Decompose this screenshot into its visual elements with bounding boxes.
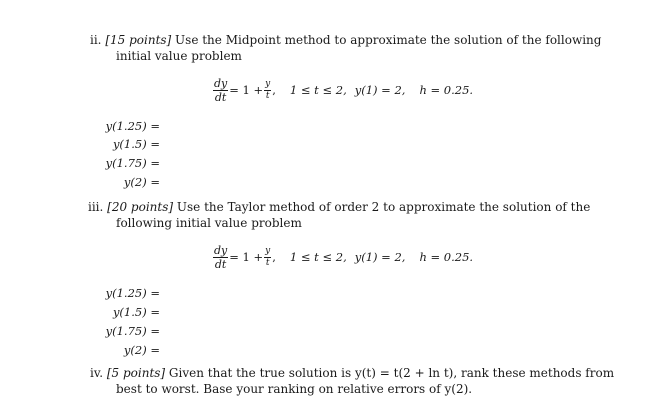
part-iii-line-1 <box>88 200 590 214</box>
part-iv-line-2: best to worst. Base your ranking on relative errors of y(2). <box>116 382 473 396</box>
part-iii-points: [20 points] <box>107 200 174 214</box>
part-ii-text-1: Use the Midpoint method to approximate the solution of the following <box>171 33 602 47</box>
part-ii-points: [15 points] <box>105 33 172 47</box>
dy-dt-fraction: $\frac{dy}{dt}$ <box>214 76 228 104</box>
part-ii-line-2: initial value problem <box>116 49 242 63</box>
part-ii-line-1 <box>90 33 601 47</box>
part-iii-line-2: following initial value problem <box>116 216 302 230</box>
part-ii-label: ii. <box>90 33 102 47</box>
answer-iii-y125: y(1.25) = <box>105 286 160 300</box>
answer-iii-y15: y(1.5) = <box>112 305 160 319</box>
part-iv-text-1: Given that the true solution is y(t) = t(2 + ln t), rank these methods from <box>165 366 615 380</box>
ivp-equation-iii: $\frac{dy}{dt}$ = 1 + $\frac{y}{t}$ , 1 ≤ t ≤ 2, y(1) = 2, h = 0.25. <box>214 243 474 271</box>
answer-ii-y175: y(1.75) = <box>105 156 160 170</box>
answer-ii-y15: y(1.5) = <box>112 137 160 151</box>
ivp-equation-ii: $\frac{dy}{dt}$ = 1 + $\frac{y}{t}$ , 1 ≤ t ≤ 2, y(1) = 2, h = 0.25. <box>214 76 474 104</box>
part-iii-label: iii. <box>88 200 104 214</box>
part-iv-line-1 <box>90 366 614 380</box>
answer-ii-y2: y(2) = <box>123 175 160 189</box>
dy-dt-fraction: $\frac{dy}{dt}$ <box>214 243 228 271</box>
y-over-t-fraction: $\frac{y}{t}$ <box>265 245 271 268</box>
part-iii-text-1: Use the Taylor method of order 2 to approximate the solution of the <box>173 200 591 214</box>
answer-iii-y175: y(1.75) = <box>105 324 160 338</box>
part-iv-label: iv. <box>90 366 104 380</box>
answer-iii-y2: y(2) = <box>123 343 160 357</box>
answer-ii-y125: y(1.25) = <box>105 119 160 133</box>
part-iv-points: [5 points] <box>106 366 166 380</box>
y-over-t-fraction: $\frac{y}{t}$ <box>265 78 271 101</box>
